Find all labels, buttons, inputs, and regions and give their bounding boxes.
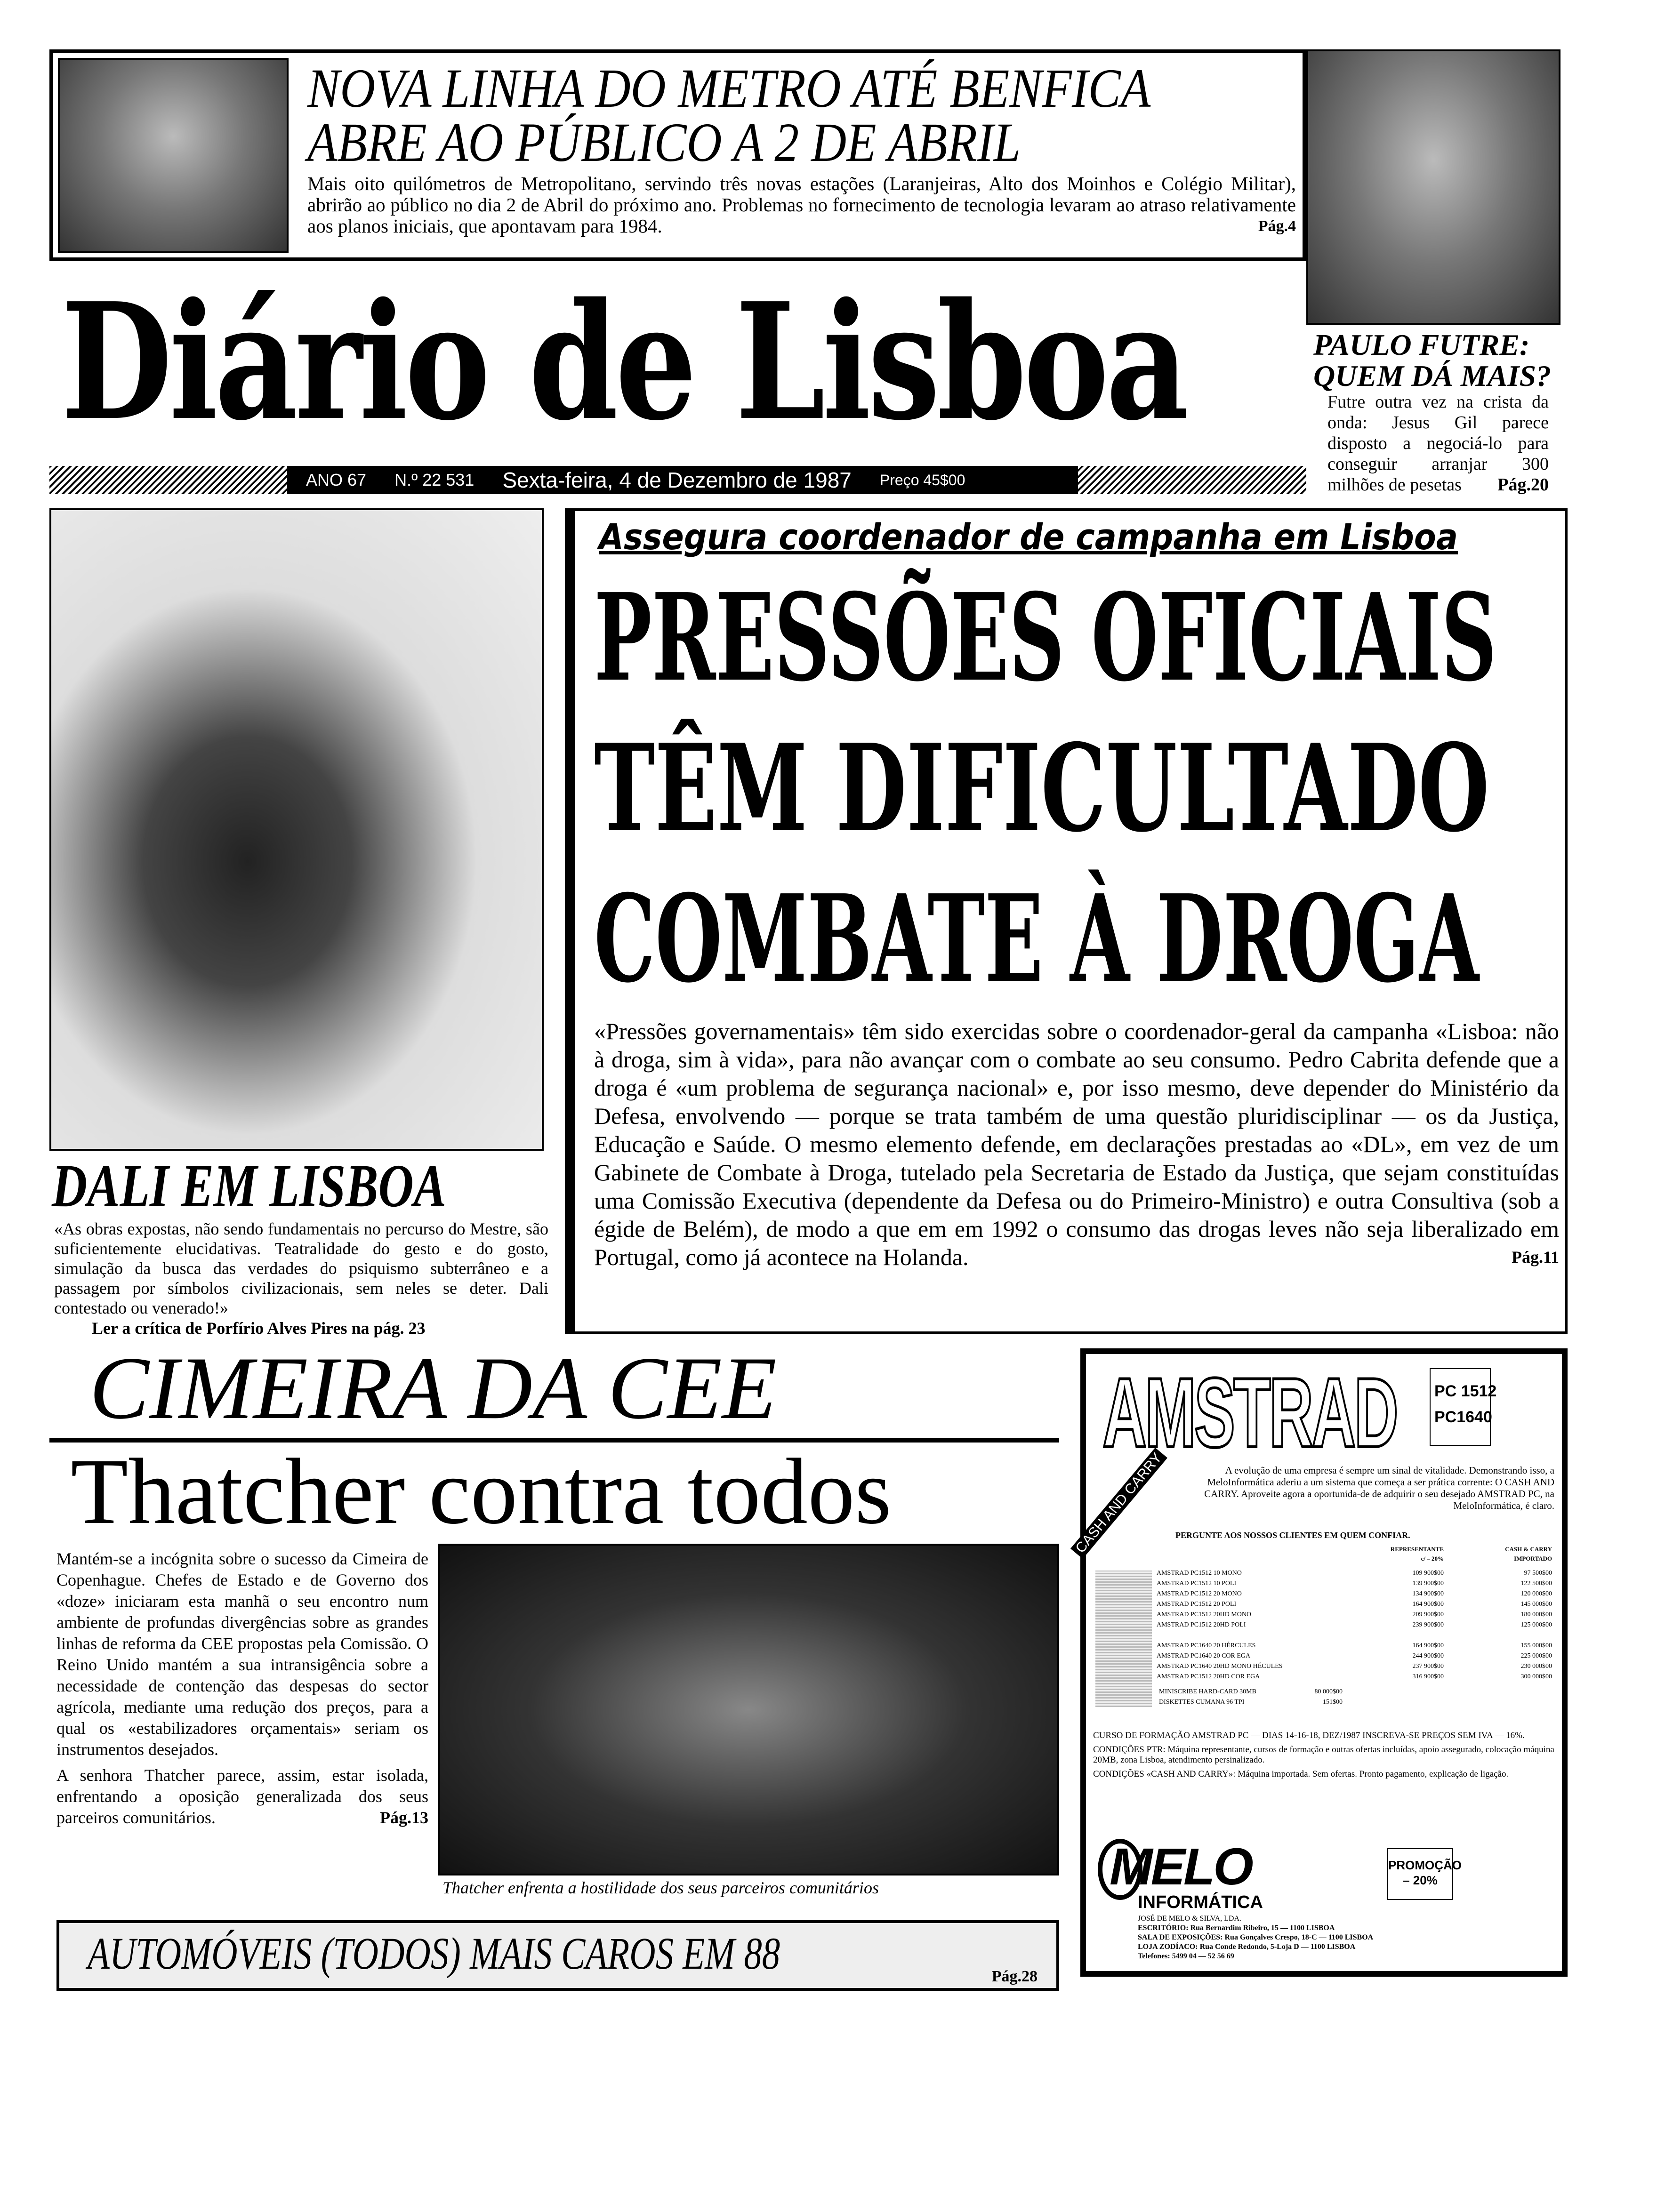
product-name: AMSTRAD PC1640 20HD MONO HÉCULES (1157, 1663, 1283, 1670)
price-row (1157, 1599, 1552, 1610)
price-cash-carry: 180 000$00 (1520, 1611, 1552, 1618)
price-row (1157, 1672, 1552, 1682)
dali-text (54, 1219, 548, 1338)
product-name: AMSTRAD PC1512 20 POLI (1157, 1601, 1237, 1608)
thatcher-photo (438, 1544, 1059, 1875)
extra-price: 80 000$00 (1314, 1688, 1343, 1695)
price-row (1157, 1589, 1552, 1599)
futre-headline-1: PAULO FUTRE: (1313, 328, 1530, 361)
extra-name: DISKETTES CUMANA 96 TPI (1159, 1699, 1245, 1706)
address-store: LOJA ZODÍACO: Rua Conde Redondo, 5-Loja D — 1100 LISBOA (1138, 1943, 1356, 1951)
melo-logo-sub: INFORMÁTICA (1138, 1892, 1263, 1912)
main-headline-2: TÊM DIFICULTADO (594, 718, 1489, 859)
futre-column (1313, 328, 1552, 495)
price-representative: 237 900$00 (1412, 1663, 1444, 1670)
price-representative: 244 900$00 (1412, 1652, 1444, 1659)
extra-row (1157, 1687, 1552, 1697)
melo-logo: MELO (1110, 1838, 1252, 1896)
ad-conditions-cc: CONDIÇÕES «CASH AND CARRY»: Máquina importada. Sem ofertas. Pronto pagamento, explicação de ligação. (1093, 1769, 1509, 1779)
col-cc-sub: IMPORTADO (1514, 1555, 1552, 1562)
product-name: AMSTRAD PC1512 20 MONO (1157, 1590, 1242, 1597)
promo-discount: – 20% (1403, 1873, 1438, 1887)
price-row (1157, 1620, 1552, 1630)
price-representative: 239 900$00 (1412, 1621, 1444, 1628)
issue-number: N.º 22 531 (394, 470, 475, 489)
dali-critic-link[interactable]: Ler a crítica de Porfírio Alves Pires na pág. 23 (92, 1319, 426, 1338)
price-row (1157, 1579, 1552, 1589)
price-representative: 316 900$00 (1412, 1673, 1444, 1680)
main-headline-3: COMBATE À DROGA (594, 869, 1479, 1010)
col-rep-header (1368, 1545, 1444, 1563)
price-representative: 164 900$00 (1412, 1601, 1444, 1608)
price-representative: 139 900$00 (1412, 1580, 1444, 1587)
extra-price: 151$00 (1323, 1699, 1343, 1706)
futre-body: Futre outra vez na crista da onda: Jesus Gil parece disposto a negociá-lo para conseguir arranjar 300 milhões de pesetas (1327, 392, 1549, 495)
price-cash-carry: 122 500$00 (1520, 1580, 1552, 1587)
metro-page-ref[interactable]: Pág.4 (1258, 217, 1296, 235)
price-representative: 164 900$00 (1412, 1642, 1444, 1649)
product-name: AMSTRAD PC1512 10 POLI (1157, 1580, 1237, 1587)
computer-illustration (1095, 1571, 1152, 1707)
futre-photo (1306, 49, 1560, 325)
product-name: AMSTRAD PC1640 20 COR EGA (1157, 1652, 1251, 1659)
main-headline-1: PRESSÕES OFICIAIS (594, 568, 1497, 708)
col-cc-title: CASH & CARRY (1505, 1546, 1552, 1553)
issue-date: Sexta-feira, 4 de Dezembro de 1987 (502, 468, 852, 492)
ad-conditions-ptr: CONDIÇÕES PTR: Máquina representante, cursos de formação e outras ofertas incluídas, apoio assegurado, colocação máquina 20MB, zona Lisboa, atendimento persinalizado. (1093, 1745, 1554, 1765)
product-name: AMSTRAD PC1640 20 HÉRCULES (1157, 1642, 1256, 1649)
dali-sculpture-photo (49, 508, 544, 1151)
amstrad-ad[interactable] (1072, 1348, 1568, 1977)
cee-body-2-text: A senhora Thatcher parece, assim, estar isolada, enfrentando a oposição generalizada dos seus parceiros comunitários. (56, 1766, 428, 1827)
price-cash-carry: 230 000$00 (1520, 1663, 1552, 1670)
promo-box (1387, 1848, 1462, 1900)
dali-headline: DALI EM LISBOA (52, 1152, 446, 1220)
model-1: PC 1512 (1434, 1382, 1497, 1400)
cee-headline: Thatcher contra todos (71, 1440, 892, 1544)
table-title: PERGUNTE AOS NOSSOS CLIENTES EM QUEM CONFIAR. (1175, 1531, 1410, 1540)
metro-headline-1: NOVA LINHA DO METRO ATÉ BENFICA (307, 57, 1151, 119)
price-cash-carry: 125 000$00 (1520, 1621, 1552, 1628)
address-showroom: SALA DE EXPOSIÇÕES: Rua Gonçalves Crespo, 18-C — 1100 LISBOA (1138, 1933, 1374, 1941)
product-name: AMSTRAD PC1512 20HD POLI (1157, 1621, 1246, 1628)
metro-headline-2: ABRE AO PÚBLICO A 2 DE ABRIL (307, 112, 1021, 173)
autos-headline: AUTOMÓVEIS (TODOS) MAIS CAROS EM 88 (88, 1928, 780, 1979)
cee-text (56, 1548, 428, 1828)
models-box (1430, 1368, 1491, 1446)
issue-price: Preço 45$00 (879, 471, 965, 489)
price-representative: 109 900$00 (1412, 1570, 1444, 1577)
company-name: JOSÉ DE MELO & SILVA, LDA. (1138, 1915, 1242, 1923)
ad-intro: A evolução de uma empresa é sempre um sinal de vitalidade. Demonstrando isso, a MeloInformática aderiu a um sistema que começa a ser prática corrente: O CASH AND CARRY. Aproveite agora a oportunida-de de adquirir o seu desejado AMSTRAD PC, na MeloInformática, é claro. (1204, 1465, 1554, 1511)
price-representative: 209 900$00 (1412, 1611, 1444, 1618)
extra-row (1157, 1697, 1552, 1707)
cee-page-ref[interactable]: Pág.13 (380, 1808, 428, 1827)
metro-body: Mais oito quilómetros de Metropolitano, servindo três novas estações (Laranjeiras, Alto dos Moinhos e Colégio Militar), abrirão ao público no dia 2 de Abril do próximo ano. Problemas no fornecimento de tecnologia levaram ao atraso relativamente aos planos iniciais, que apontavam para 1984. (307, 173, 1296, 237)
col-rep-sub: c/ – 20% (1421, 1555, 1444, 1562)
metro-train-photo (58, 58, 289, 253)
model-2: PC1640 (1434, 1408, 1492, 1426)
price-table (1157, 1568, 1552, 1707)
product-name: AMSTRAD PC1512 20HD MONO (1157, 1611, 1252, 1618)
dateline (287, 466, 1078, 494)
price-row (1157, 1651, 1552, 1661)
autos-story[interactable] (56, 1920, 1059, 1991)
edition-year: ANO 67 (306, 470, 367, 489)
price-row (1157, 1641, 1552, 1651)
metro-text (307, 173, 1296, 237)
ad-terms (1093, 1731, 1554, 1779)
price-cash-carry: 145 000$00 (1520, 1601, 1552, 1608)
price-cash-carry: 300 000$00 (1520, 1673, 1552, 1680)
futre-text (1313, 392, 1549, 495)
cee-body-2 (56, 1765, 428, 1828)
extra-name: MINISCRIBE HARD-CARD 30MB (1159, 1688, 1256, 1695)
price-cash-carry: 155 000$00 (1520, 1642, 1552, 1649)
price-row (1157, 1610, 1552, 1620)
phone-numbers: Telefones: 5499 04 — 52 56 69 (1138, 1952, 1234, 1960)
cee-kicker: CIMEIRA DA CEE (89, 1339, 777, 1438)
main-text (594, 1017, 1559, 1271)
autos-page-ref[interactable]: Pág.28 (991, 1968, 1038, 1985)
price-cash-carry: 120 000$00 (1520, 1590, 1552, 1597)
product-name: AMSTRAD PC1512 20HD COR EGA (1157, 1673, 1260, 1680)
main-kicker: Assegura coordenador de campanha em Lisboa (599, 516, 1458, 558)
col-cc-header (1463, 1545, 1552, 1563)
col-rep-title: REPRESENTANTE (1390, 1546, 1444, 1553)
price-row (1157, 1568, 1552, 1579)
address-office: ESCRITÓRIO: Rua Bernardim Ribeiro, 15 — 1100 LISBOA (1138, 1924, 1335, 1932)
company-block (1138, 1914, 1373, 1961)
promo-label: PROMOÇÃO (1388, 1858, 1462, 1872)
thatcher-photo-caption: Thatcher enfrenta a hostilidade dos seus parceiros comunitários (442, 1878, 879, 1897)
futre-page-ref[interactable]: Pág.20 (1497, 475, 1549, 495)
dali-body: «As obras expostas, não sendo fundamentais no percurso do Mestre, são suficientemente elucidativas. Teatralidade do gesto e do gosto, simulação da busca das verdades do psiquismo subterrâneo e a passagem por símbolos civilizacionais, sem neles se deter. Dali contestado ou venerado!» (54, 1219, 548, 1317)
cee-body-1: Mantém-se a incógnita sobre o sucesso da Cimeira de Copenhague. Chefes de Estado e de Governo dos «doze» iniciaram esta manhã o seu encontro num ambiente de profundas divergências sobre as grandes linhas de reforma da CEE propostas pela Comissão. O Reino Unido mantém a sua intransigência sobre a necessidade de contenção das despesas do sector agrícola, mediante uma redução dos preços, para a qual os «estabilizadores orçamentais» seriam os instrumentos desejados. (56, 1549, 428, 1759)
main-body: «Pressões governamentais» têm sido exercidas sobre o coordenador-geral da campanha «Lisboa: não à droga, sim à vida», para não avançar com o combate ao seu consumo. Pedro Cabrita defende que a droga é «um problema de segurança nacional» e, por isso mesmo, deve depender do Ministério da Defesa, envolvendo — porque se trata também de uma questão pluridisciplinar — os da Justiça, Educação e Saúde. O mesmo elemento defende, em declarações prestadas ao «DL», em vez de um Gabinete de Combate à Droga, tutelado pela Secretaria de Estado da Justiça, que sejam constituídas uma Comissão Executiva (dependente da Defesa ou do Primeiro-Ministro) e outra Consultiva (sob a égide de Belém), de modo a que em em 1992 o consumo das drogas leves não seja liberalizado em Portugal, como já acontece na Holanda. (594, 1018, 1559, 1270)
main-story[interactable] (565, 508, 1568, 1334)
ad-course: CURSO DE FORMAÇÃO AMSTRAD PC — DIAS 14-16-18, DEZ/1987 INSCREVA-SE PREÇOS SEM IVA — 16%. (1093, 1731, 1525, 1740)
amstrad-logo: AMSTRAD (1102, 1357, 1397, 1468)
main-page-ref[interactable]: Pág.11 (1511, 1248, 1559, 1266)
masthead-title: Diário de Lisboa (61, 268, 1186, 456)
metro-story[interactable] (49, 49, 1306, 261)
price-row (1157, 1661, 1552, 1672)
futre-headline-2: QUEM DÁ MAIS? (1313, 359, 1552, 393)
price-cash-carry: 225 000$00 (1520, 1652, 1552, 1659)
cash-carry-ribbon: CASH AND CARRY (1070, 1448, 1167, 1559)
price-cash-carry: 97 500$00 (1524, 1570, 1552, 1577)
product-name: AMSTRAD PC1512 10 MONO (1157, 1570, 1242, 1577)
price-representative: 134 900$00 (1412, 1590, 1444, 1597)
